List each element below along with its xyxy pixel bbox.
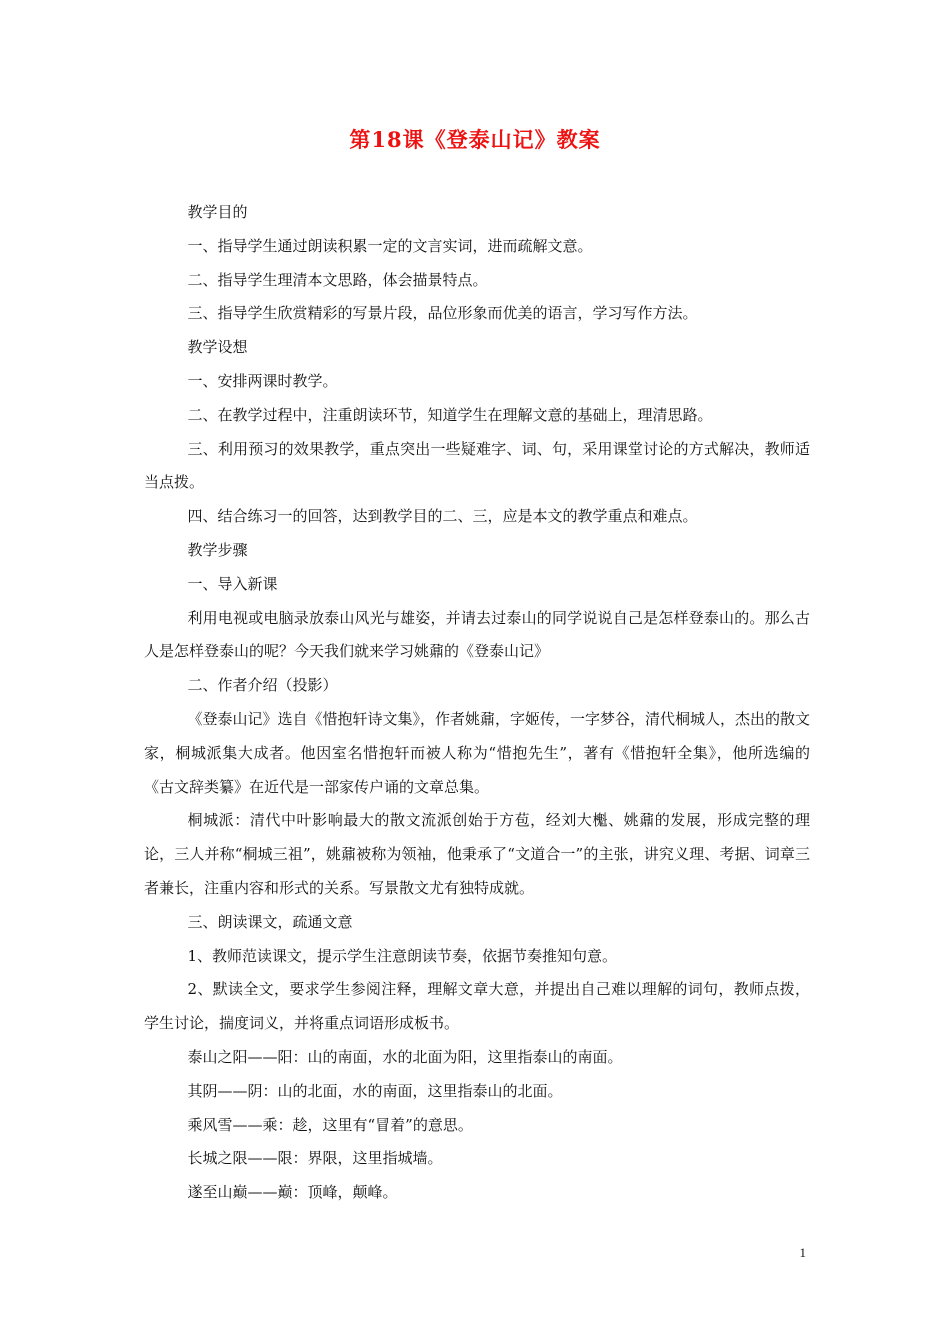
page-number: 1 [799, 1245, 806, 1260]
vocab-item: 乘风雪——乘：趁，这里有“冒着”的意思。 [187, 1115, 473, 1134]
vocab-item: 遂至山巅——巅：顶峰，颠峰。 [187, 1183, 398, 1202]
plan-item-2: 二、在教学过程中，注重朗读环节，知道学生在理解文意的基础上，理清思路。 [187, 405, 713, 424]
goal-item-2: 二、指导学生理清本文思路，体会描景特点。 [187, 270, 488, 289]
plan-item-3: 三、利用预习的效果教学，重点突出一些疑难字、词、句，采用课堂讨论的方式解决，教师适当点拨。 [144, 439, 810, 492]
step-2-heading: 二、作者介绍（投影） [187, 676, 338, 695]
step-1-heading: 一、导入新课 [187, 574, 278, 593]
plan-item-4: 四、结合练习一的回答，达到教学目的二、三，应是本文的教学重点和难点。 [187, 507, 698, 526]
author-intro-text: 《登泰山记》选自《惜抱轩诗文集》，作者姚鼐，字姬传，一字梦谷，清代桐城人，杰出的散文家，桐城派集大成者。他因室名惜抱轩而被人称为“惜抱先生”，著有《惜抱轩全集》，他所选编的《古文辞类纂》在近代是一部家传户诵的文章总集。 [144, 709, 811, 796]
heading-teaching-goals: 教学目的 [187, 203, 248, 221]
step-3-item-2: 2、默读全文，要求学生参阅注释，理解文章大意，并提出自己难以理解的词句，教师点拨，学生讨论，揣度词义，并将重点词语形成板书。 [144, 980, 810, 1033]
vocab-item: 泰山之阳——阳：山的南面，水的北面为阳，这里指泰山的南面。 [187, 1047, 623, 1066]
tongcheng-school-text: 桐城派：清代中叶影响最大的散文流派创始于方苞，经刘大櫆、姚鼐的发展，形成完整的理论，三人并称“桐城三祖”，姚鼐被称为领袖，他秉承了“文道合一”的主张，讲究义理、考据、词章三者兼长，注重内容和形式的关系。写景散文尤有独特成就。 [144, 811, 810, 897]
vocab-item: 长城之限——限：界限，这里指城墙。 [187, 1149, 443, 1168]
document-title: 第18课《登泰山记》教案 [349, 127, 601, 152]
plan-item-1: 一、安排两课时教学。 [187, 371, 338, 390]
heading-teaching-plan: 教学设想 [187, 338, 248, 357]
step-3-heading: 三、朗读课文，疏通文意 [187, 912, 353, 931]
step-3-item-1: 1、教师范读课文，提示学生注意朗读节奏，依据节奏推知句意。 [187, 946, 618, 965]
goal-item-3: 三、指导学生欣赏精彩的写景片段，品位形象而优美的语言，学习写作方法。 [187, 304, 698, 323]
heading-teaching-steps: 教学步骤 [187, 540, 248, 559]
goal-item-1: 一、指导学生通过朗读积累一定的文言实词，进而疏解文意。 [187, 236, 593, 255]
document-body [144, 196, 810, 1210]
vocab-item: 其阴——阴：山的北面，水的南面，这里指泰山的北面。 [187, 1081, 563, 1100]
step-1-text: 利用电视或电脑录放泰山风光与雄姿，并请去过泰山的同学说说自己是怎样登泰山的。那么古人是怎样登泰山的呢？今天我们就来学习姚鼐的《登泰山记》 [144, 608, 810, 661]
